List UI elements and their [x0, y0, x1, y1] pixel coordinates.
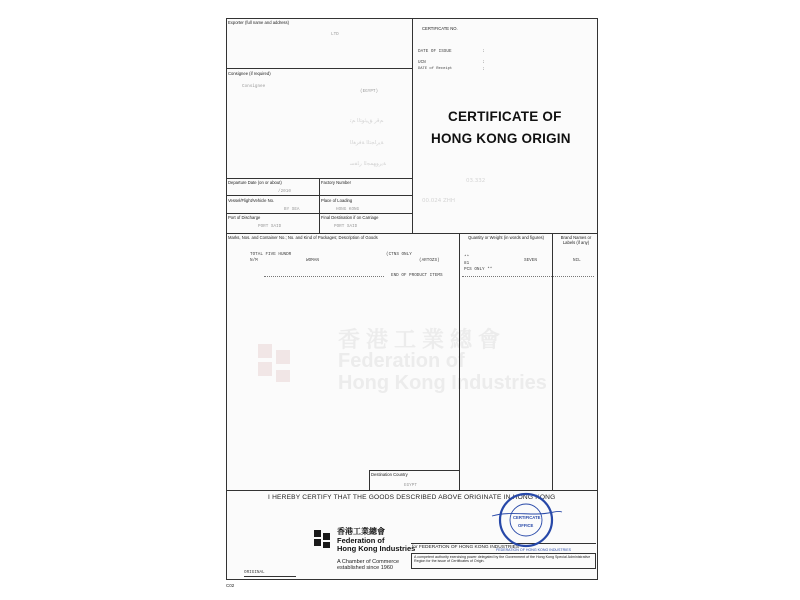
goods-marks: TOTAL FIVE HUNDR — [250, 252, 292, 257]
goods-header: Marks, Nos. and Container No.; No. and Kind of Packages; Description of Goods — [228, 235, 378, 240]
vessel-value: BY SEA — [284, 207, 300, 212]
factory-number-label: Factory Number — [321, 180, 352, 185]
brand-header: Brand Names or Labels (if any) — [560, 235, 592, 245]
ghost-arabic-text-2: ﺔﻳﺭﺎﺠﺘﻟﺍ ﺔﻓﺮﻐﻟﺍ — [350, 140, 384, 146]
goods-brand: NIL — [573, 258, 581, 263]
certify-statement: I HEREBY CERTIFY THAT THE GOODS DESCRIBED ABOVE ORIGINATE IN HONG KONG — [268, 494, 556, 501]
certificate-no-label: CERTIFICATE NO. — [422, 26, 458, 31]
departure-date-value: /2010 — [278, 189, 291, 194]
watermark-chinese: 香港工業總會 — [338, 327, 507, 352]
original-label: ORIGINAL — [244, 570, 265, 575]
date-of-receipt-sep: : — [482, 67, 485, 72]
quantity-header: Quantity or Weight (in words and figures) — [467, 235, 545, 240]
official-stamp-icon — [488, 490, 564, 550]
consignee-label: Consignee (if required) — [228, 71, 271, 76]
goods-qty: 81 — [464, 261, 470, 266]
ucn-label: UCN — [418, 60, 426, 65]
federation-chinese-name: 香港工業總會 — [337, 527, 385, 536]
date-of-issue-sep: : — [482, 49, 485, 54]
row-divider-goods — [226, 233, 598, 234]
goods-qty-words: SEVEN — [524, 258, 537, 263]
goods-qty: PCS ONLY ** — [464, 267, 493, 272]
for-federation-label: for FEDERATION OF HONG KONG INDUSTRIES — [412, 545, 520, 550]
stamp-center-line-2: OFFICE — [518, 523, 534, 528]
date-of-receipt-label: DATE of Receipt — [418, 67, 453, 71]
goods-desc: WOMAN — [306, 258, 319, 263]
title-line-1: CERTIFICATE OF — [448, 109, 562, 124]
form-code: C02 — [226, 583, 235, 588]
ghost-number: 03.332 — [466, 178, 486, 184]
goods-marks: N/M — [250, 258, 258, 263]
place-of-loading-label: Place of Loading — [321, 198, 353, 203]
ghost-arabic-text: ﻢﻗﺭ ﻖﻴﺛﻮﺘﻟﺍ ﻢﺗ — [350, 118, 384, 124]
row-divider-exporter — [226, 68, 412, 69]
authority-note: A competent authority exercising power delegated by the Government of the Hong Kong Special Administrative Region for the issue of Certificates of Origin. — [414, 555, 591, 564]
goods-extra: (ARTOZS) — [419, 258, 440, 263]
ghost-arabic-text-3: ﺔﻳﺭﻮﻬﻤﺠﻟﺍ ﺭﺎﻔﺳ — [350, 161, 386, 167]
departure-date-label: Departure Date (on or about) — [228, 180, 282, 185]
federation-tagline-1: A Chamber of Commerce — [337, 559, 400, 565]
stamp-center-line-1: CERTIFICATE — [513, 515, 541, 520]
destination-country-value: EGYPT — [404, 483, 417, 488]
watermark-line2: Hong Kong Industries — [338, 372, 547, 394]
port-of-discharge-label: Port of Discharge — [228, 215, 261, 220]
destination-box-left — [369, 470, 370, 490]
vessel-label: Vessel/Flight/Vehicle No. — [228, 198, 275, 203]
goods-desc: (CTNS ONLY — [386, 252, 412, 257]
end-of-items: END OF PRODUCT ITEMS — [391, 273, 443, 278]
date-of-issue-label: DATE OF ISSUE — [418, 49, 452, 54]
destination-box-top — [369, 470, 459, 471]
end-dots-left — [264, 276, 384, 277]
destination-country-label: Destination Country — [371, 472, 408, 477]
consignee-value: Consignee — [242, 84, 266, 89]
federation-logo-icon — [312, 528, 334, 550]
consignee-country: (EGYPT) — [360, 89, 379, 94]
exporter-value: LTD — [331, 32, 339, 37]
row-divider-departure — [226, 195, 412, 196]
final-destination-label: Final Destination if on Carriage — [321, 215, 379, 220]
goods-qty: ** — [464, 255, 470, 260]
ucn-sep: : — [482, 60, 485, 65]
ghost-code: 00.024 ZHH — [422, 198, 456, 204]
vertical-divider-transport — [319, 178, 320, 233]
watermark-line1: Federation of — [338, 350, 465, 372]
federation-name-line-1: Federation of — [337, 536, 385, 545]
vertical-divider-quantity — [459, 233, 460, 490]
end-dots-right — [462, 276, 594, 277]
exporter-label: Exporter (full name and address) — [228, 20, 289, 25]
stamp-ring-text: FEDERATION OF HONG KONG INDUSTRIES — [496, 548, 572, 552]
row-divider-vessel — [226, 213, 412, 214]
place-of-loading-value: HONG KONG — [336, 207, 360, 212]
federation-name-line-2: Hong Kong Industries — [337, 544, 416, 553]
vertical-divider-brand — [552, 233, 553, 490]
vertical-divider-top — [412, 18, 413, 233]
federation-tagline-2: established since 1960 — [337, 565, 393, 571]
final-destination-value: PORT SAID — [334, 224, 358, 229]
title-line-2: HONG KONG ORIGIN — [431, 131, 571, 146]
certificate-document — [226, 18, 598, 580]
port-of-discharge-value: PORT SAID — [258, 224, 282, 229]
original-underline — [244, 576, 296, 577]
